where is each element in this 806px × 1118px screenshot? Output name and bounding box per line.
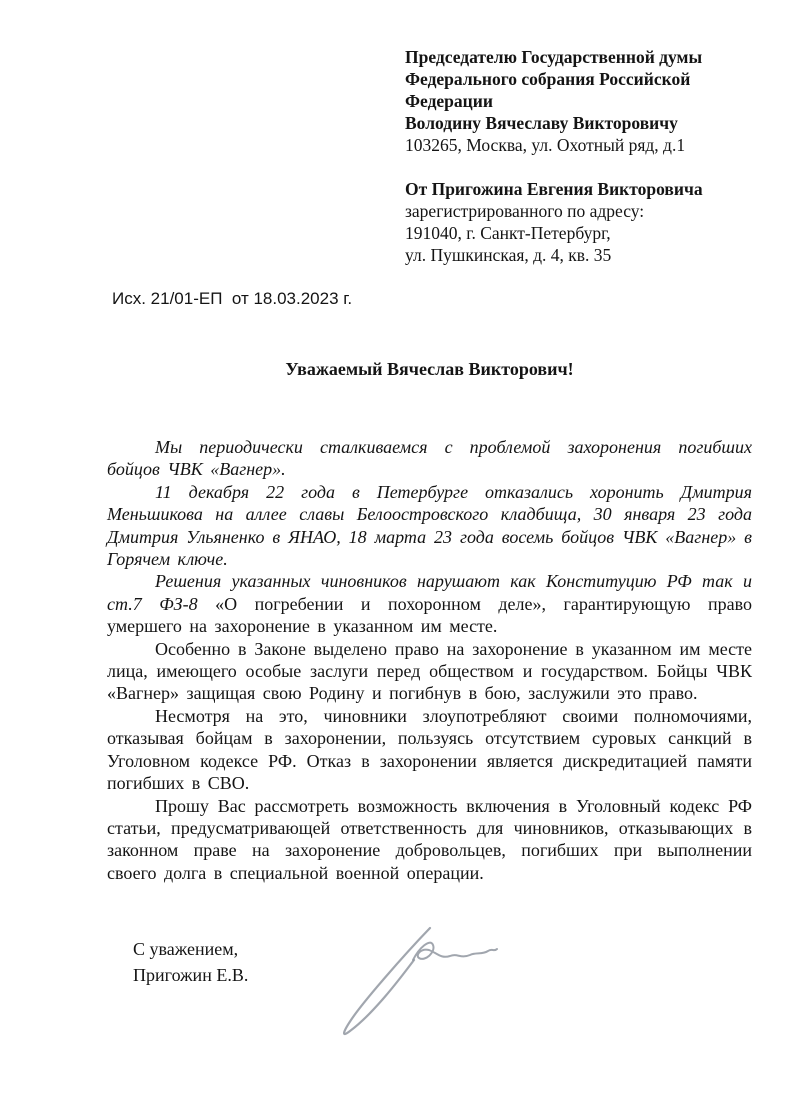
signature-stroke: [413, 943, 497, 960]
paragraph-text: Несмотря на это, чиновники злоупотребляют своими полномочиями, отказывая бойцам в захоронении, пользуясь отсутствием суровых санкций в Уголовном кодексе РФ. Отказ в захоронении является дискредитацией памяти погибших в СВО.: [107, 705, 752, 794]
paragraph-text: Мы периодически сталкиваемся с проблемой захоронения погибших бойцов ЧВК «Вагнер».: [107, 437, 752, 480]
letter-paragraph: [107, 795, 752, 885]
letter-paragraph: [107, 705, 752, 795]
sender-line: зарегистрированного по адресу:: [405, 201, 645, 221]
letter-body: [107, 436, 752, 884]
addressee-line: Федерации: [405, 91, 493, 111]
letter-paragraph: [107, 481, 752, 571]
signature-stroke: [344, 928, 430, 1034]
addressee-line: Председателю Государственной думы: [405, 47, 703, 67]
letter-paragraph: [107, 570, 752, 637]
paragraph-text: Особенно в Законе выделено право на захоронение в указанном им месте лица, имеющего особые заслуги перед обществом и государством. Бойцы ЧВК «Вагнер» защищая свою Родину и погибнув в бою, заслужили это право.: [107, 638, 752, 704]
paragraph-text: Решения указанных чиновников нарушают как Конституцию РФ так и ст.7 ФЗ-8: [107, 571, 752, 614]
signature-image: [333, 910, 508, 1042]
sender-address: ул. Пушкинская, д. 4, кв. 35: [405, 245, 612, 265]
reference-number-line: Исх. 21/01-ЕП от 18.03.2023 г.: [112, 289, 353, 308]
signature-svg: [333, 910, 508, 1042]
sender-line: От Пригожина Евгения Викторовича: [405, 179, 703, 199]
closing-regards: С уважением,: [133, 939, 239, 959]
addressee-line: Федерального собрания Российской: [405, 69, 691, 89]
addressee-block: [405, 46, 765, 266]
letter-paragraph: [107, 436, 752, 481]
block-gap: [405, 156, 765, 178]
paragraph-text: 11 декабря 22 года в Петербурге отказались хоронить Дмитрия Меньшикова на аллее славы Белоостровского кладбища, 30 января 23 года Дмитрия Ульяненко в ЯНАО, 18 марта 23 года восемь бойцов ЧВК «Вагнер» в Горячем ключе.: [107, 481, 752, 570]
paragraph-text: Прошу Вас рассмотреть возможность включения в Уголовный кодекс РФ статьи, предусматривающей ответственность для чиновников, отказывающих в законном праве на захоронение добровольцев, погибших при выполнении своего долга в специальной военной операции.: [107, 795, 752, 883]
addressee-address: 103265, Москва, ул. Охотный ряд, д.1: [405, 135, 686, 155]
sender-address: 191040, г. Санкт-Петербург,: [405, 223, 611, 243]
salutation: Уважаемый Вячеслав Викторович!: [285, 359, 574, 379]
letter-paragraph: [107, 638, 752, 705]
addressee-line: Володину Вячеславу Викторовичу: [405, 113, 678, 133]
closing-name: Пригожин Е.В.: [133, 965, 249, 985]
closing-block: [133, 936, 248, 988]
paragraph-text: «О погребении и похоронном деле», гарантирующую право умершего на захоронение в указанном им месте.: [107, 593, 752, 637]
